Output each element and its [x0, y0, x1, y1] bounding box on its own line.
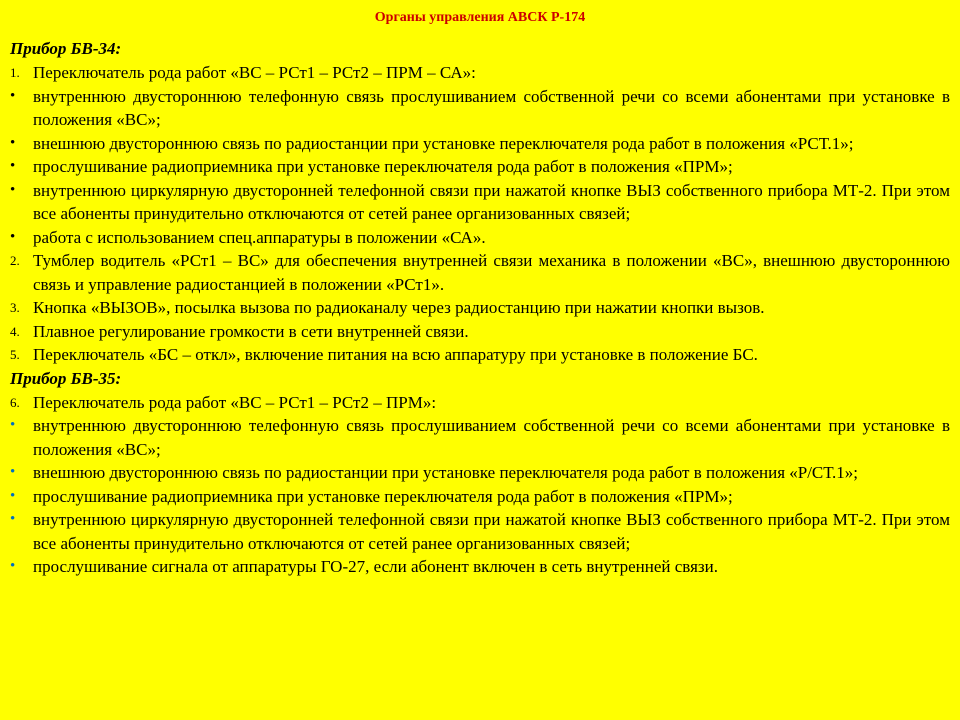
list-item: [10, 555, 950, 579]
bullet-icon: •: [10, 87, 16, 104]
list-item: [10, 508, 950, 555]
list-item: [10, 226, 950, 250]
item-text: Переключатель «БС – откл», включение питания на всю аппаратуру при установке в положение БС.: [33, 345, 758, 364]
item-text: работа с использованием спец.аппаратуры в положении «СА».: [33, 227, 486, 247]
section-heading-bv35: Прибор БВ-35:: [10, 368, 122, 388]
list-item: [10, 155, 950, 179]
bullet-icon: •: [10, 511, 16, 527]
item-text: Переключатель рода работ «ВС – РСт1 – РСт2 – ПРМ»:: [33, 392, 437, 412]
section-heading-bv34: Прибор БВ-34:: [10, 39, 122, 58]
list-item: [10, 461, 950, 485]
item-text: Плавное регулирование громкости в сети внутренней связи.: [33, 321, 469, 341]
list-item: [10, 249, 950, 296]
bullet-icon: •: [10, 158, 16, 174]
item-text: внутреннюю циркулярную двусторонней телефонной связи при нажатой кнопке ВЫЗ собственного прибора МТ-2. При этом все абоненты принудительно отключаются от сетей ранее организованных связей;: [33, 510, 950, 553]
list-item: [10, 343, 950, 367]
item-number: 2.: [10, 253, 20, 268]
item-text: прослушивание радиоприемника при установке переключателя рода работ в положения «ПРМ»;: [33, 157, 733, 176]
item-number: 1.: [10, 65, 20, 80]
list-item: [10, 132, 950, 156]
item-number: 6.: [10, 394, 20, 410]
item-number: 5.: [10, 347, 20, 362]
item-text: внутреннюю циркулярную двусторонней телефонной связи при нажатой кнопке ВЫЗ собственного прибора МТ-2. При этом все абоненты принудительно отключаются от сетей ранее организованных связей;: [33, 180, 950, 223]
list-item: [10, 85, 950, 132]
content: [10, 37, 950, 579]
item-text: прослушивание сигнала от аппаратуры ГО-27, если абонент включен в сеть внутренней связи.: [33, 557, 718, 576]
item-number: 4.: [10, 323, 20, 339]
bullet-icon: •: [10, 464, 16, 480]
item-text: внешнюю двустороннюю связь по радиостанции при установке переключателя рода работ в положения «Р/СТ.1»;: [33, 463, 858, 482]
list-item: [10, 320, 950, 344]
list-item: [10, 391, 950, 415]
item-text: внутреннюю двустороннюю телефонную связь прослушиванием собственной речи со всеми абонентами при установке в положения «ВС»;: [33, 416, 950, 459]
list-item: [10, 414, 950, 461]
item-text: Кнопка «ВЫЗОВ», посылка вызова по радиоканалу через радиостанцию при нажатии кнопки вызов.: [33, 298, 765, 317]
list-item: [10, 61, 950, 85]
item-text: внешнюю двустороннюю связь по радиостанции при установке переключателя рода работ в положения «РСТ.1»;: [33, 133, 854, 153]
list-item: [10, 296, 950, 320]
item-number: 3.: [10, 300, 20, 315]
list-item: [10, 485, 950, 509]
bullet-icon: •: [10, 417, 16, 433]
item-text: внутреннюю двустороннюю телефонную связь прослушиванием собственной речи со всеми абонентами при установке в положения «ВС»;: [33, 86, 950, 129]
item-text: прослушивание радиоприемника при установке переключателя рода работ в положения «ПРМ»;: [33, 486, 733, 506]
bullet-icon: •: [10, 181, 16, 198]
bullet-icon: •: [10, 134, 16, 151]
item-text: Тумблер водитель «РСт1 – ВС» для обеспечения внутренней связи механика в положении «ВС», внешнюю двустороннюю связь и управление радиостанцией в положении «РСт1».: [33, 251, 950, 294]
bullet-icon: •: [10, 228, 16, 245]
page-title: Органы управления АВСК Р-174: [374, 10, 586, 25]
bullet-icon: •: [10, 487, 16, 504]
item-text: Переключатель рода работ «ВС – РСт1 – РСт2 – ПРМ – СА»:: [33, 63, 476, 82]
list-item: [10, 179, 950, 226]
bullet-icon: •: [10, 558, 16, 574]
